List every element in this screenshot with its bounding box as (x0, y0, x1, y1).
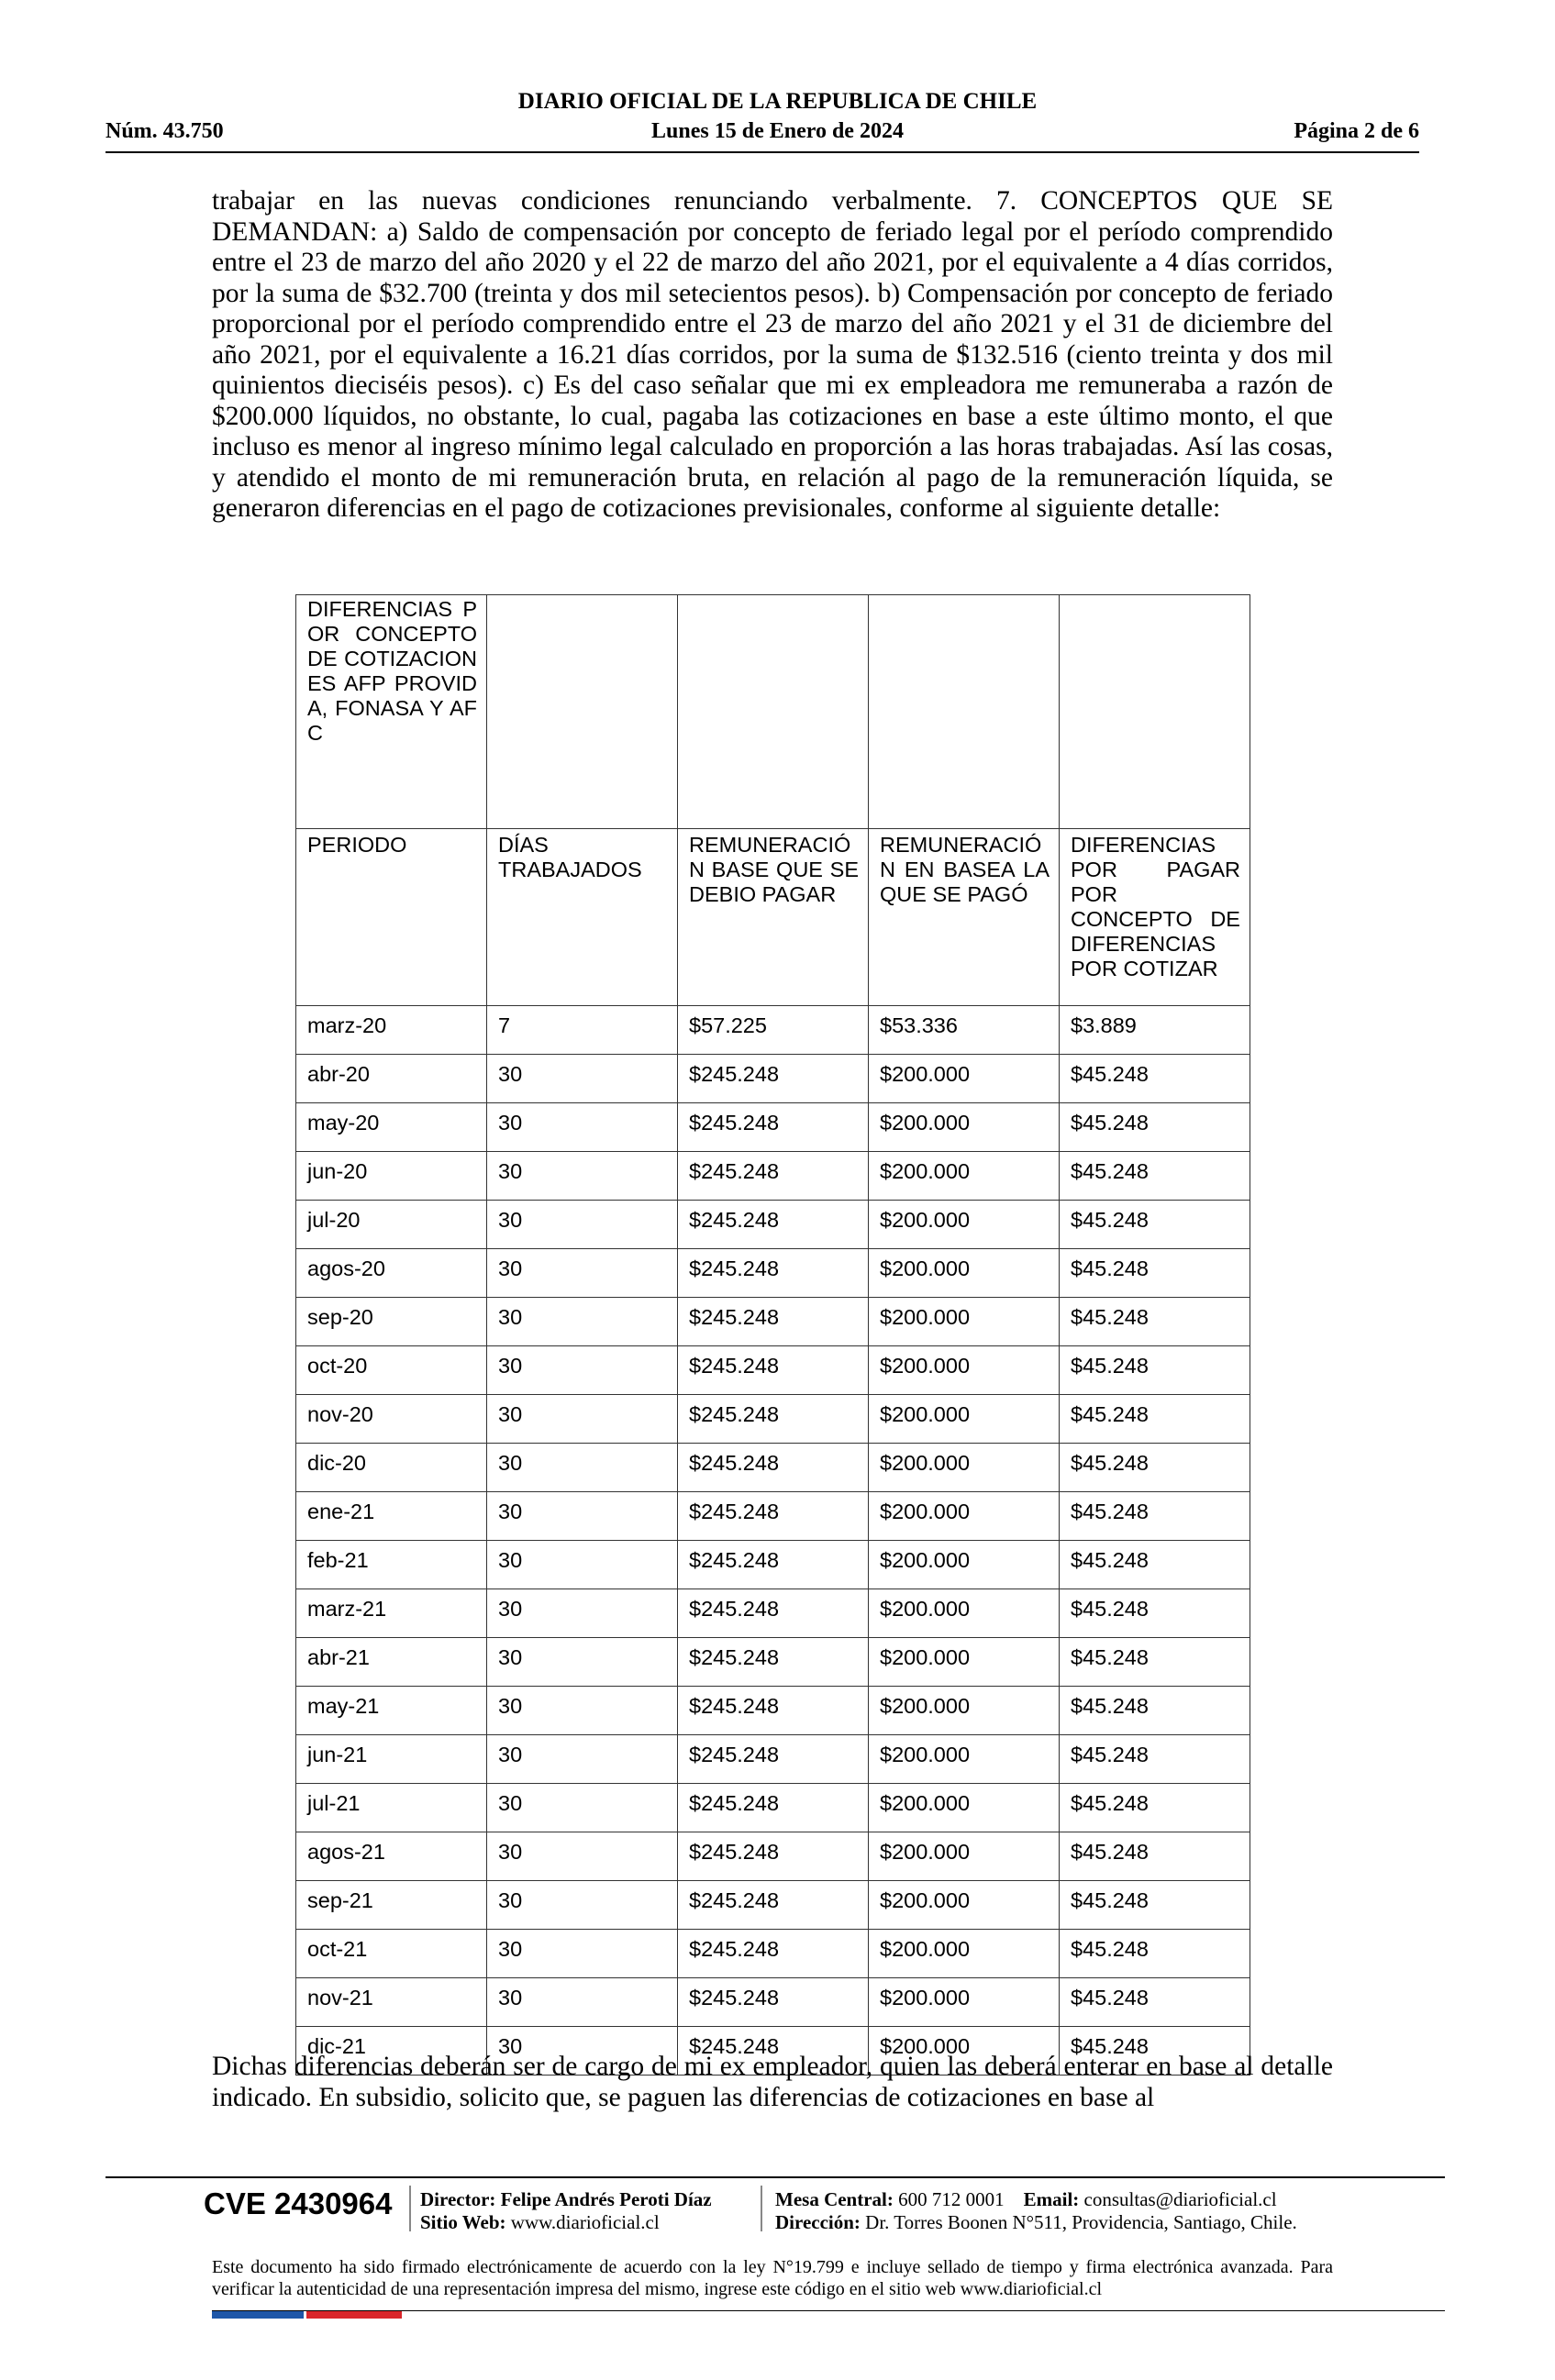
table-row (296, 1978, 1250, 2027)
table-cell: $45.248 (1060, 1784, 1250, 1832)
table-cell: sep-21 (296, 1881, 487, 1930)
table-cell: 30 (487, 1930, 678, 1978)
table-cell: $45.248 (1060, 1930, 1250, 1978)
table-cell: $45.248 (1060, 1152, 1250, 1201)
column-header: PERIODO (296, 829, 487, 1006)
table-cell: jul-20 (296, 1201, 487, 1249)
table-cell: $245.248 (678, 1298, 869, 1346)
table-cell: 30 (487, 2027, 678, 2076)
table-cell: $45.248 (1060, 1735, 1250, 1784)
table-cell: $45.248 (1060, 1492, 1250, 1541)
table-row (296, 1832, 1250, 1881)
table-row (296, 1638, 1250, 1687)
table-cell: $200.000 (869, 1395, 1060, 1444)
table-row (296, 1444, 1250, 1492)
table-cell: $200.000 (869, 1492, 1060, 1541)
table-cell: $45.248 (1060, 1687, 1250, 1735)
table-cell: $45.248 (1060, 1832, 1250, 1881)
table-cell: $45.248 (1060, 2027, 1250, 2076)
table-cell: 30 (487, 1103, 678, 1152)
table-cell: $45.248 (1060, 1249, 1250, 1298)
table-cell: $245.248 (678, 1687, 869, 1735)
table-cell: $245.248 (678, 1055, 869, 1103)
table-cell: $45.248 (1060, 1589, 1250, 1638)
table-cell (678, 595, 869, 829)
table-cell: dic-21 (296, 2027, 487, 2076)
table-cell: 30 (487, 1735, 678, 1784)
table-cell: 30 (487, 1395, 678, 1444)
table-cell: $245.248 (678, 1201, 869, 1249)
table-cell: oct-20 (296, 1346, 487, 1395)
table-cell: $200.000 (869, 1444, 1060, 1492)
table-cell: $200.000 (869, 1735, 1060, 1784)
table-cell: abr-21 (296, 1638, 487, 1687)
footer-separator (761, 2186, 762, 2231)
table-cell: $200.000 (869, 1201, 1060, 1249)
table-cell: $245.248 (678, 1395, 869, 1444)
table-cell: $45.248 (1060, 1541, 1250, 1589)
table-cell: $45.248 (1060, 1638, 1250, 1687)
table-cell: $245.248 (678, 1832, 869, 1881)
footer-director-block (420, 2188, 712, 2234)
table-cell: $200.000 (869, 1978, 1060, 2027)
table-cell: 30 (487, 1346, 678, 1395)
table-row (296, 1055, 1250, 1103)
table-cell: $245.248 (678, 1492, 869, 1541)
table-cell: $245.248 (678, 1346, 869, 1395)
table-cell: $45.248 (1060, 1395, 1250, 1444)
table-cell (869, 595, 1060, 829)
table-row (296, 1541, 1250, 1589)
table-cell: $200.000 (869, 1249, 1060, 1298)
table-row (296, 1687, 1250, 1735)
table-row (296, 1492, 1250, 1541)
table-row (296, 1201, 1250, 1249)
table-cell: $200.000 (869, 1784, 1060, 1832)
table-cell: $245.248 (678, 1444, 869, 1492)
table-title-row (296, 595, 1250, 829)
address: Dr. Torres Boonen N°511, Providencia, Santiago, Chile. (865, 2211, 1297, 2233)
table-cell: sep-20 (296, 1298, 487, 1346)
table-cell: $53.336 (869, 1006, 1060, 1055)
table-cell: 30 (487, 1832, 678, 1881)
footer-separator (409, 2186, 411, 2231)
table-cell: 30 (487, 1055, 678, 1103)
table-cell: 30 (487, 1201, 678, 1249)
issue-number: Núm. 43.750 (106, 119, 224, 143)
flag-stripe-red (306, 2311, 402, 2319)
table-cell: $45.248 (1060, 1978, 1250, 2027)
table-cell: $45.248 (1060, 1346, 1250, 1395)
table-cell: $245.248 (678, 1881, 869, 1930)
email-link[interactable]: consultas@diarioficial.cl (1083, 2188, 1277, 2210)
table-cell: $200.000 (869, 1346, 1060, 1395)
email-label: Email: (1023, 2188, 1080, 2210)
table-cell: 30 (487, 1152, 678, 1201)
table-cell: 30 (487, 1444, 678, 1492)
table-cell: $245.248 (678, 1784, 869, 1832)
table-cell: marz-21 (296, 1589, 487, 1638)
flag-stripe-blue (212, 2311, 304, 2319)
table-cell: $245.248 (678, 1541, 869, 1589)
table-cell: $45.248 (1060, 1103, 1250, 1152)
table-cell: 30 (487, 1492, 678, 1541)
table-cell: 30 (487, 1638, 678, 1687)
table-row (296, 1930, 1250, 1978)
cve-code: CVE 2430964 (204, 2186, 393, 2220)
table-cell: $200.000 (869, 1881, 1060, 1930)
table-cell: jun-21 (296, 1735, 487, 1784)
table-cell: $45.248 (1060, 1055, 1250, 1103)
table-cell: $200.000 (869, 1055, 1060, 1103)
table-cell: $245.248 (678, 1249, 869, 1298)
mesa-label: Mesa Central: (775, 2188, 894, 2210)
table-cell (487, 595, 678, 829)
table-cell: jul-21 (296, 1784, 487, 1832)
table-title: DIFERENCIAS POR CONCEPTO DE COTIZACIONES AFP PROVIDA, FONASA Y AFC (296, 595, 487, 829)
table-cell: $200.000 (869, 2027, 1060, 2076)
issue-date: Lunes 15 de Enero de 2024 (651, 119, 904, 143)
column-header: REMUNERACIÓN EN BASEA LA QUE SE PAGÓ (869, 829, 1060, 1006)
body-paragraph-2: Dichas diferencias deberán ser de cargo de mi ex empleador, quien las deberá enterar en base al detalle indicado. En subsidio, solicito que, se paguen las diferencias de cotizaciones en base al (212, 2052, 1333, 2112)
table-header-row (296, 829, 1250, 1006)
table-cell: agos-20 (296, 1249, 487, 1298)
table-cell: 30 (487, 1589, 678, 1638)
table-cell (1060, 595, 1250, 829)
table-cell: $200.000 (869, 1541, 1060, 1589)
contributions-table (295, 594, 1250, 2076)
footer-contact-block (775, 2188, 1297, 2234)
table-cell: $200.000 (869, 1687, 1060, 1735)
table-cell: $245.248 (678, 1735, 869, 1784)
table-cell: $200.000 (869, 1638, 1060, 1687)
table-cell: $45.248 (1060, 1444, 1250, 1492)
header-divider (106, 151, 1419, 153)
table-row (296, 1103, 1250, 1152)
table-cell: $200.000 (869, 1152, 1060, 1201)
table-cell: may-20 (296, 1103, 487, 1152)
table-cell: $200.000 (869, 1930, 1060, 1978)
table-cell: 30 (487, 1881, 678, 1930)
address-label: Dirección: (775, 2211, 861, 2233)
table-cell: 30 (487, 1687, 678, 1735)
table-row (296, 1346, 1250, 1395)
table-cell: agos-21 (296, 1832, 487, 1881)
table-cell: $45.248 (1060, 1201, 1250, 1249)
body-paragraph-1: trabajar en las nuevas condiciones renunciando verbalmente. 7. CONCEPTOS QUE SE DEMANDAN: a) Saldo de compensación por concepto de feriado legal por el período comprendido entre el 23 de marzo del año 2020 y el 22 de marzo del año 2021, por el equivalente a 4 días corridos, por la suma de $32.700 (treinta y dos mil setecientos pesos). b) Compensación por concepto de feriado proporcional por el período comprendido entre el 23 de marzo del año 2021 y el 31 de diciembre del año 2021, por el equivalente a 16.21 días corridos, por la suma de $132.516 (ciento treinta y dos mil quinientos dieciséis pesos). c) Es del caso señalar que mi ex empleadora me remuneraba a razón de $200.000 líquidos, no obstante, lo cual, pagaba las cotizaciones en base a este último monto, el que incluso es menor al ingreso mínimo legal calculado en proporción a las horas trabajadas. Así las cosas, y atendido el monto de mi remuneración bruta, en relación al pago de la remuneración líquida, se generaron diferencias en el pago de cotizaciones previsionales, conforme al siguiente detalle: (212, 186, 1333, 523)
table-row (296, 1298, 1250, 1346)
footer-divider (106, 2176, 1445, 2178)
table-cell: abr-20 (296, 1055, 487, 1103)
table-cell: 30 (487, 1541, 678, 1589)
table-cell: $245.248 (678, 2027, 869, 2076)
table-cell: $245.248 (678, 1930, 869, 1978)
table-row (296, 1881, 1250, 1930)
legal-notice: Este documento ha sido firmado electrónicamente de acuerdo con la ley N°19.799 e incluye sellado de tiempo y firma electrónica avanzada. Para verificar la autenticidad de una representación impresa del mismo, ingrese este código en el sitio web www.diarioficial.cl (212, 2257, 1333, 2299)
table-cell: $45.248 (1060, 1881, 1250, 1930)
table-cell: ene-21 (296, 1492, 487, 1541)
table-row (296, 1784, 1250, 1832)
table-cell: $245.248 (678, 1103, 869, 1152)
table-cell: jun-20 (296, 1152, 487, 1201)
column-header: DÍAS TRABAJADOS (487, 829, 678, 1006)
table-cell: $57.225 (678, 1006, 869, 1055)
table-cell: $245.248 (678, 1152, 869, 1201)
director-name: Felipe Andrés Peroti Díaz (500, 2188, 712, 2210)
table-cell: 30 (487, 1978, 678, 2027)
website-link[interactable]: www.diarioficial.cl (510, 2211, 660, 2233)
table-row (296, 1152, 1250, 1201)
column-header: REMUNERACIÓN BASE QUE SE DEBIO PAGAR (678, 829, 869, 1006)
table-cell: $245.248 (678, 1589, 869, 1638)
table-cell: 7 (487, 1006, 678, 1055)
website-label: Sitio Web: (420, 2211, 506, 2233)
table-row (296, 1589, 1250, 1638)
page-indicator: Página 2 de 6 (1294, 119, 1419, 143)
table-cell: dic-20 (296, 1444, 487, 1492)
table-cell: marz-20 (296, 1006, 487, 1055)
table-cell: nov-20 (296, 1395, 487, 1444)
mesa-phone: 600 712 0001 (898, 2188, 1005, 2210)
table-cell: 30 (487, 1298, 678, 1346)
table-cell: $200.000 (869, 1589, 1060, 1638)
table-cell: $200.000 (869, 1103, 1060, 1152)
table-cell: may-21 (296, 1687, 487, 1735)
director-label: Director: (420, 2188, 496, 2210)
table-cell: $245.248 (678, 1638, 869, 1687)
table-cell: $45.248 (1060, 1298, 1250, 1346)
table-cell: $3.889 (1060, 1006, 1250, 1055)
table-row (296, 1735, 1250, 1784)
table-cell: oct-21 (296, 1930, 487, 1978)
table-cell: 30 (487, 1784, 678, 1832)
table-cell: $200.000 (869, 1832, 1060, 1881)
journal-title: DIARIO OFICIAL DE LA REPUBLICA DE CHILE (517, 89, 1038, 114)
table-cell: 30 (487, 1249, 678, 1298)
table-row (296, 1395, 1250, 1444)
table-cell: $200.000 (869, 1298, 1060, 1346)
table-row (296, 1249, 1250, 1298)
table-cell: $245.248 (678, 1978, 869, 2027)
table-row (296, 1006, 1250, 1055)
table-cell: feb-21 (296, 1541, 487, 1589)
column-header: DIFERENCIAS POR PAGAR POR CONCEPTO DE DIFERENCIAS POR COTIZAR (1060, 829, 1250, 1006)
table-cell: nov-21 (296, 1978, 487, 2027)
